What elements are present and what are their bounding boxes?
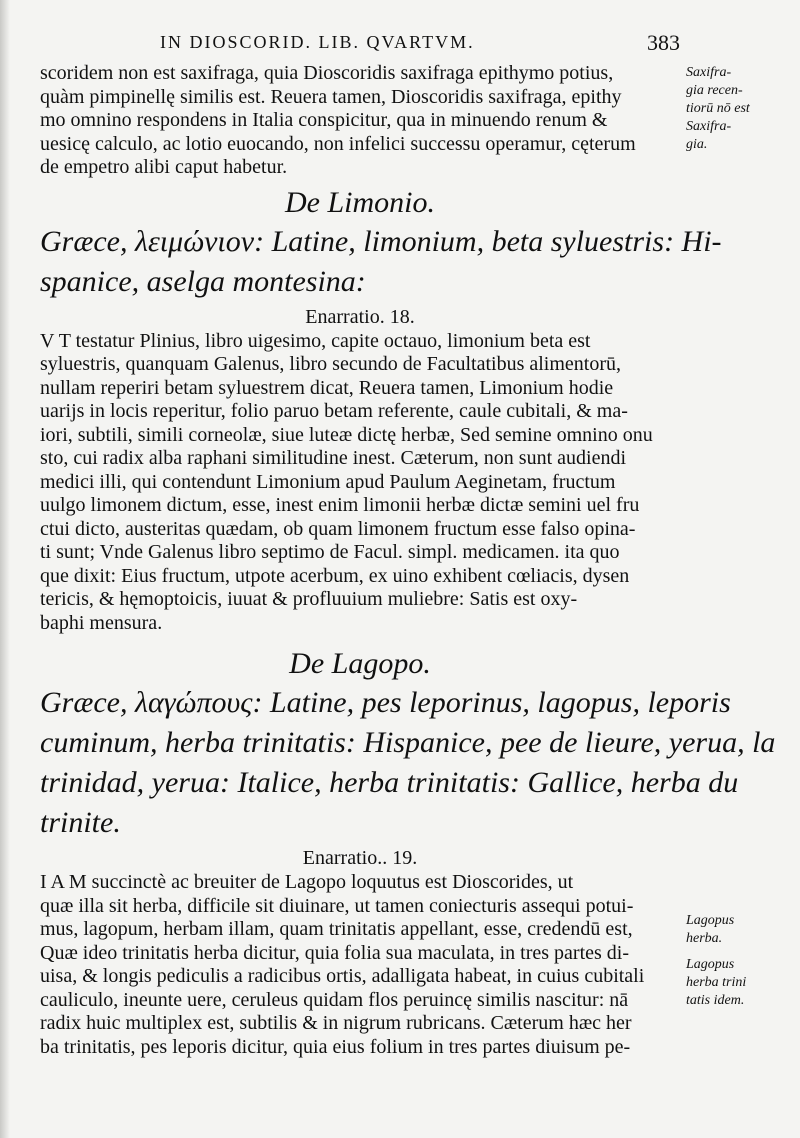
text-line: V T testatur Plinius, libro uigesimo, capite octauo, limonium beta est: [40, 329, 591, 352]
page-edge-shadow: [0, 0, 10, 1138]
section-heading-lagopo: De Lagopo.: [289, 647, 431, 680]
margin-note-line: Saxifra-: [686, 65, 732, 80]
text-line: mus, lagopum, herbam illam, quam trinitatis appellant, esse, credendū est,: [40, 918, 633, 940]
margin-note-line: herba.: [686, 931, 723, 946]
margin-note-lagopus-herba: [686, 912, 796, 948]
margin-note-line: gia recen-: [686, 83, 743, 98]
text-line: iori, subtili, simili corneolæ, siue luteæ dictę herbæ, Sed semine omnino onu: [40, 423, 653, 446]
limonio-names: [40, 222, 722, 302]
margin-note-line: herba trini: [686, 975, 747, 990]
text-line: quæ illa sit herba, difficile sit diuinare, ut tamen coniecturis assequi potui-: [40, 894, 634, 917]
text-line: uulgo limonem dictum, esse, inest enim limonii herbæ dictæ semini uel fru: [40, 494, 640, 516]
enarratio-label: Enarratio.. 19.: [302, 847, 418, 869]
page-number: 383: [647, 30, 680, 55]
margin-note-saxifraga: [686, 64, 796, 154]
text-line: medici illi, qui contendunt Limonium apud Paulum Aeginetam, fructum: [40, 470, 616, 493]
text-line: de empetro alibi caput habetur.: [40, 156, 288, 178]
continued-paragraph: [40, 62, 680, 180]
limonio-paragraph: [40, 330, 680, 636]
names-line: Græce, λαγώπους: Latine, pes leporinus, lagopus, leporis: [40, 686, 731, 719]
text-line: tericis, & hęmoptoicis, iuuat & profluuium muliebre: Satis est oxy-: [40, 588, 578, 610]
margin-note-line: Lagopus: [686, 957, 735, 972]
text-line: sto, cui radix alba raphani similitudine inest. Cæterum, non sunt audiendi: [40, 447, 627, 469]
names-line: trinite.: [40, 806, 121, 839]
lagopo-paragraph: [40, 871, 680, 1059]
text-line: quàm pimpinellę similis est. Reuera tamen, Dioscoridis saxifraga, epithy: [40, 85, 622, 108]
text-line: ti sunt; Vnde Galenus libro septimo de Facul. simpl. medicamen. ita quo: [40, 541, 620, 563]
text-line: uarijs in locis reperitur, folio paruo betam referente, caule cubitali, & ma-: [40, 400, 628, 422]
text-line: baphi mensura.: [40, 611, 163, 634]
margin-note-line: gia.: [686, 137, 708, 152]
names-line: cuminum, herba trinitatis: Hispanice, pee de lieure, yerua, la: [40, 726, 776, 759]
names-line: Græce, λειμώνιον: Latine, limonium, beta syluestris: Hi-: [40, 224, 722, 258]
text-line: syluestris, quanquam Galenus, libro secundo de Facultatibus alimentorū,: [40, 353, 621, 375]
text-line: nullam reperiri betam syluestrem dicat, Reuera tamen, Limonium hodie: [40, 376, 614, 399]
names-line: trinidad, yerua: Italice, herba trinitatis: Gallice, herba du: [40, 766, 739, 799]
running-title: IN DIOSCORID. LIB. QVARTVM.: [160, 32, 475, 52]
margin-note-line: Saxifra-: [686, 119, 732, 134]
text-line: Quæ ideo trinitatis herba dicitur, quia folia sua maculata, in tres partes di-: [40, 941, 630, 964]
margin-note-line: tiorū nō est: [686, 101, 750, 116]
margin-note-line: tatis idem.: [686, 993, 745, 1008]
text-line: uesicę calculo, ac lotio euocando, non infelici successu operamur, cęterum: [40, 132, 636, 155]
enarratio-label: Enarratio. 18.: [305, 305, 415, 328]
text-line: ctui dicto, austeritas quædam, ob quam limonem fructum esse falso opina-: [40, 517, 636, 540]
page-header: [120, 30, 680, 56]
text-line: que dixit: Eius fructum, utpote acerbum, ex uino exhibent cœliacis, dysen: [40, 564, 630, 587]
text-line: ba trinitatis, pes leporis dicitur, quia eius folium in tres partes diuisum pe-: [40, 1035, 631, 1058]
names-line: spanice, aselga montesina:: [40, 264, 366, 298]
margin-note-lagopus-trinitatis: [686, 956, 796, 1010]
margin-note-line: Lagopus: [686, 913, 735, 928]
section-heading-limonio: De Limonio.: [285, 185, 435, 219]
text-line: I A M succinctè ac breuiter de Lagopo loquutus est Dioscorides, ut: [40, 871, 574, 893]
text-line: uisa, & longis pediculis a radicibus ortis, adalligata habeat, in cuius cubitali: [40, 965, 645, 987]
text-line: radix huic multiplex est, subtilis & in nigrum rubricans. Cæterum hæc her: [40, 1012, 632, 1034]
text-line: mo omnino respondens in Italia conspicitur, qua in minuendo renum &: [40, 109, 608, 131]
text-line: scoridem non est saxifraga, quia Dioscoridis saxifraga epithymo potius,: [40, 62, 614, 84]
text-line: cauliculo, ineunte uere, ceruleus quidam flos peruincę similis nascitur: nā: [40, 988, 629, 1011]
lagopo-names: [40, 683, 776, 843]
